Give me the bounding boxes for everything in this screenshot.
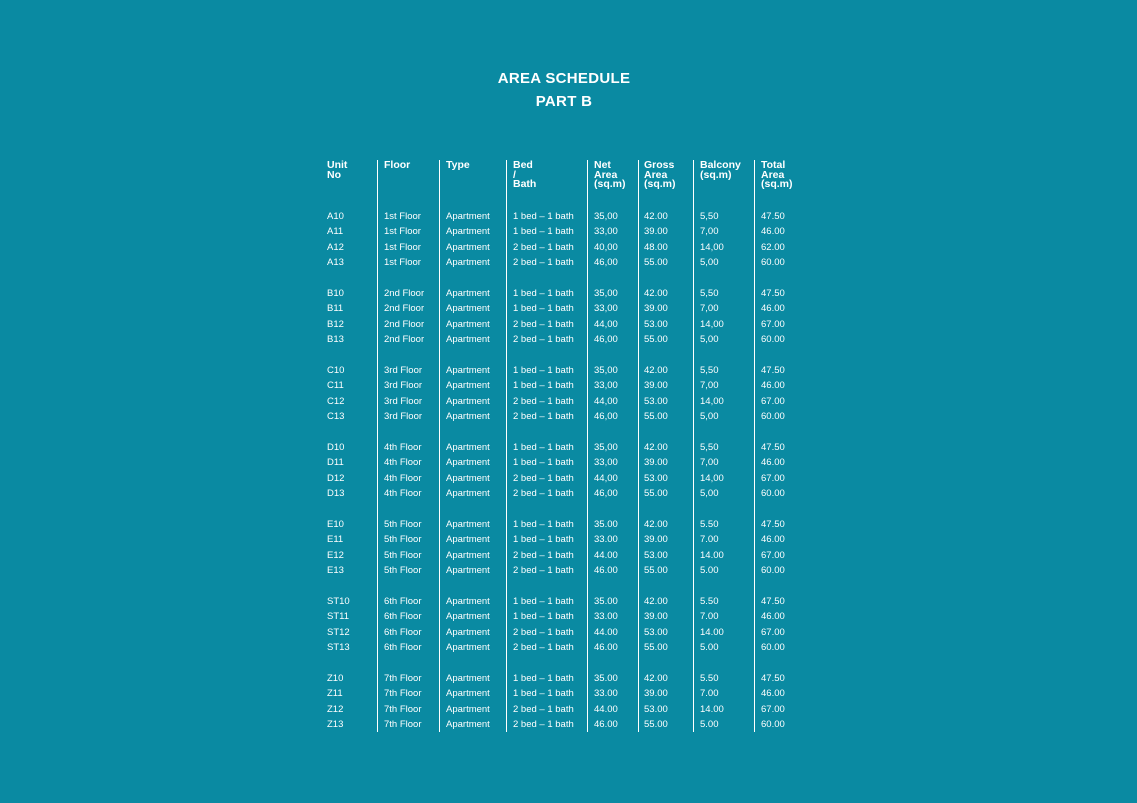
cell-total-area: 67.00 [761,626,785,638]
cell-type: Apartment [446,488,490,500]
cell-floor: 1st Floor [384,211,421,222]
cell-total-area: 60.00 [761,719,785,731]
header-type: Type [446,159,470,171]
cell-total-area: 60.00 [761,565,785,577]
cell-floor: 3rd Floor [384,411,423,423]
cell-floor: 1st Floor [384,257,421,269]
cell-gross-area: 53.00 [644,626,668,638]
cell-total-area: 47.50 [761,596,785,607]
cell-type: Apartment [446,241,490,253]
cell-type: Apartment [446,365,490,376]
cell-unit-no: ST10 [327,596,350,607]
cell-total-area: 60.00 [761,257,785,269]
cell-floor: 6th Floor [384,596,422,607]
cell-bed-bath: 1 bed – 1 bath [513,457,574,469]
cell-floor: 3rd Floor [384,365,423,376]
cell-unit-no: D13 [327,488,345,500]
cell-net-area: 46.00 [594,565,618,577]
cell-type: Apartment [446,411,490,423]
cell-net-area: 33,00 [594,380,618,392]
cell-gross-area: 42.00 [644,442,668,453]
cell-type: Apartment [446,257,490,269]
cell-gross-area: 53.00 [644,472,668,484]
cell-gross-area: 53.00 [644,549,668,561]
cell-balcony: 5.50 [700,596,719,607]
cell-unit-no: A10 [327,211,344,222]
cell-floor: 2nd Floor [384,334,425,346]
title-line-2: PART B [535,93,593,110]
cell-floor: 6th Floor [384,626,422,638]
cell-balcony: 14,00 [700,395,724,407]
cell-total-area: 67.00 [761,703,785,715]
cell-type: Apartment [446,549,490,561]
cell-unit-no: D11 [327,457,344,469]
cell-net-area: 33,00 [594,303,618,315]
cell-balcony: 7,00 [700,457,719,469]
cell-floor: 2nd Floor [384,303,425,315]
cell-unit-no: ST11 [327,611,350,623]
cell-net-area: 44.00 [594,549,618,561]
cell-floor: 5th Floor [384,549,422,561]
cell-type: Apartment [446,565,490,577]
column-divider [377,160,378,732]
cell-balcony: 5,50 [700,365,719,376]
cell-balcony: 5.00 [700,565,719,577]
cell-bed-bath: 1 bed – 1 bath [513,519,574,530]
cell-type: Apartment [446,226,490,238]
cell-floor: 1st Floor [384,226,421,238]
header-total-area: Total Area (sq.m) [761,159,793,190]
cell-gross-area: 55.00 [644,334,668,346]
cell-floor: 1st Floor [384,241,421,253]
cell-total-area: 46.00 [761,611,785,623]
cell-balcony: 14.00 [700,626,724,638]
cell-balcony: 5.00 [700,642,719,654]
cell-gross-area: 55.00 [644,565,668,577]
cell-total-area: 47.50 [761,211,785,222]
cell-balcony: 7.00 [700,534,719,546]
cell-balcony: 7.00 [700,611,719,623]
cell-net-area: 33,00 [594,226,618,238]
cell-net-area: 46.00 [594,642,618,654]
cell-floor: 7th Floor [384,688,422,700]
cell-floor: 5th Floor [384,519,422,530]
cell-gross-area: 55.00 [644,488,668,500]
header-balcony: Balcony (sq.m) [700,159,741,181]
cell-unit-no: C11 [327,380,344,392]
cell-balcony: 7,00 [700,226,719,238]
cell-total-area: 60.00 [761,334,785,346]
cell-unit-no: E11 [327,534,344,546]
cell-bed-bath: 2 bed – 1 bath [513,472,574,484]
column-divider [439,160,440,732]
cell-total-area: 46.00 [761,457,785,469]
cell-floor: 4th Floor [384,488,422,500]
cell-balcony: 5,50 [700,211,719,222]
cell-gross-area: 39.00 [644,303,668,315]
cell-type: Apartment [446,673,490,684]
column-divider [754,160,755,732]
cell-net-area: 46,00 [594,411,618,423]
cell-gross-area: 42.00 [644,288,668,299]
cell-balcony: 14,00 [700,472,724,484]
cell-balcony: 5,00 [700,411,719,423]
cell-type: Apartment [446,719,490,731]
cell-total-area: 47.50 [761,288,785,299]
cell-total-area: 67.00 [761,472,785,484]
cell-net-area: 35.00 [594,673,618,684]
cell-balcony: 5,50 [700,288,719,299]
cell-bed-bath: 2 bed – 1 bath [513,241,574,253]
cell-bed-bath: 1 bed – 1 bath [513,596,574,607]
column-divider [638,160,639,732]
cell-balcony: 5,00 [700,257,719,269]
cell-gross-area: 39.00 [644,380,668,392]
cell-type: Apartment [446,596,490,607]
cell-unit-no: B12 [327,318,344,330]
cell-net-area: 33.00 [594,688,618,700]
cell-type: Apartment [446,519,490,530]
cell-total-area: 46.00 [761,380,785,392]
cell-bed-bath: 2 bed – 1 bath [513,703,574,715]
cell-gross-area: 53.00 [644,703,668,715]
cell-net-area: 44,00 [594,318,618,330]
cell-unit-no: A13 [327,257,344,269]
cell-unit-no: ST13 [327,642,350,654]
cell-gross-area: 42.00 [644,519,668,530]
cell-gross-area: 39.00 [644,226,668,238]
cell-floor: 7th Floor [384,673,422,684]
cell-bed-bath: 1 bed – 1 bath [513,365,574,376]
cell-floor: 3rd Floor [384,380,423,392]
cell-gross-area: 48.00 [644,241,668,253]
cell-total-area: 67.00 [761,549,785,561]
cell-floor: 6th Floor [384,611,422,623]
cell-bed-bath: 2 bed – 1 bath [513,318,574,330]
cell-floor: 2nd Floor [384,288,425,299]
cell-unit-no: Z12 [327,703,344,715]
cell-unit-no: A12 [327,241,344,253]
header-gross-area: Gross Area (sq.m) [644,159,676,190]
cell-net-area: 35,00 [594,288,618,299]
cell-net-area: 35,00 [594,365,618,376]
cell-unit-no: E10 [327,519,344,530]
cell-floor: 5th Floor [384,534,422,546]
cell-type: Apartment [446,288,490,299]
cell-floor: 5th Floor [384,565,422,577]
cell-floor: 4th Floor [384,457,422,469]
cell-bed-bath: 2 bed – 1 bath [513,411,574,423]
cell-unit-no: C13 [327,411,345,423]
cell-bed-bath: 1 bed – 1 bath [513,673,574,684]
header-bed-bath: Bed / Bath [513,159,537,190]
cell-total-area: 62.00 [761,241,785,253]
cell-gross-area: 55.00 [644,257,668,269]
cell-gross-area: 39.00 [644,457,668,469]
cell-gross-area: 53.00 [644,318,668,330]
cell-type: Apartment [446,380,490,392]
cell-gross-area: 39.00 [644,611,668,623]
cell-unit-no: B13 [327,334,344,346]
cell-bed-bath: 1 bed – 1 bath [513,226,574,238]
cell-unit-no: B10 [327,288,344,299]
cell-type: Apartment [446,626,490,638]
cell-net-area: 46,00 [594,488,618,500]
cell-type: Apartment [446,688,490,700]
cell-total-area: 47.50 [761,365,785,376]
cell-balcony: 14.00 [700,549,724,561]
cell-total-area: 47.50 [761,442,785,453]
header-floor: Floor [384,159,411,171]
cell-bed-bath: 2 bed – 1 bath [513,642,574,654]
cell-total-area: 46.00 [761,534,785,546]
cell-unit-no: Z11 [327,688,343,700]
cell-type: Apartment [446,211,490,222]
cell-bed-bath: 2 bed – 1 bath [513,488,574,500]
cell-gross-area: 39.00 [644,534,668,546]
cell-bed-bath: 1 bed – 1 bath [513,288,574,299]
cell-balcony: 5.50 [700,519,719,530]
cell-total-area: 67.00 [761,318,785,330]
cell-bed-bath: 1 bed – 1 bath [513,611,574,623]
cell-total-area: 47.50 [761,519,785,530]
cell-bed-bath: 1 bed – 1 bath [513,211,574,222]
cell-bed-bath: 2 bed – 1 bath [513,565,574,577]
cell-total-area: 47.50 [761,673,785,684]
cell-unit-no: ST12 [327,626,350,638]
header-net-area: Net Area (sq.m) [594,159,626,190]
cell-type: Apartment [446,457,490,469]
cell-balcony: 5.00 [700,719,719,731]
cell-floor: 4th Floor [384,472,422,484]
cell-type: Apartment [446,334,490,346]
cell-bed-bath: 1 bed – 1 bath [513,380,574,392]
cell-bed-bath: 1 bed – 1 bath [513,688,574,700]
cell-unit-no: B11 [327,303,344,315]
cell-unit-no: E13 [327,565,344,577]
cell-unit-no: Z10 [327,673,344,684]
cell-total-area: 67.00 [761,395,785,407]
cell-net-area: 33.00 [594,534,618,546]
cell-type: Apartment [446,703,490,715]
cell-total-area: 60.00 [761,642,785,654]
cell-type: Apartment [446,318,490,330]
cell-net-area: 40,00 [594,241,618,253]
cell-gross-area: 42.00 [644,673,668,684]
cell-net-area: 35,00 [594,211,618,222]
cell-gross-area: 42.00 [644,211,668,222]
cell-bed-bath: 1 bed – 1 bath [513,442,574,453]
header-unit-no: Unit No [327,159,348,181]
cell-floor: 2nd Floor [384,318,425,330]
cell-unit-no: E12 [327,549,344,561]
cell-unit-no: D10 [327,442,345,453]
cell-bed-bath: 2 bed – 1 bath [513,719,574,731]
cell-type: Apartment [446,534,490,546]
cell-unit-no: D12 [327,472,345,484]
column-divider [587,160,588,732]
cell-balcony: 7,00 [700,380,719,392]
cell-net-area: 44.00 [594,626,618,638]
cell-floor: 6th Floor [384,642,422,654]
cell-unit-no: C12 [327,395,345,407]
cell-bed-bath: 2 bed – 1 bath [513,395,574,407]
cell-bed-bath: 2 bed – 1 bath [513,257,574,269]
cell-net-area: 46,00 [594,257,618,269]
cell-net-area: 35,00 [594,442,618,453]
cell-type: Apartment [446,303,490,315]
cell-net-area: 35.00 [594,519,618,530]
cell-net-area: 44,00 [594,395,618,407]
cell-bed-bath: 1 bed – 1 bath [513,303,574,315]
cell-net-area: 35.00 [594,596,618,607]
cell-net-area: 46,00 [594,334,618,346]
cell-floor: 7th Floor [384,703,422,715]
cell-total-area: 60.00 [761,488,785,500]
cell-balcony: 5.50 [700,673,719,684]
cell-balcony: 7,00 [700,303,719,315]
cell-balcony: 14.00 [700,703,724,715]
cell-total-area: 46.00 [761,303,785,315]
cell-gross-area: 39.00 [644,688,668,700]
cell-net-area: 44,00 [594,472,618,484]
cell-type: Apartment [446,642,490,654]
cell-type: Apartment [446,472,490,484]
cell-net-area: 33.00 [594,611,618,623]
cell-balcony: 7.00 [700,688,719,700]
cell-unit-no: Z13 [327,719,344,731]
column-divider [506,160,507,732]
cell-balcony: 14,00 [700,241,724,253]
cell-total-area: 46.00 [761,226,785,238]
cell-gross-area: 55.00 [644,642,668,654]
cell-balcony: 14,00 [700,318,724,330]
cell-net-area: 33,00 [594,457,618,469]
cell-unit-no: A11 [327,226,344,238]
cell-total-area: 46.00 [761,688,785,700]
cell-net-area: 46.00 [594,719,618,731]
cell-net-area: 44.00 [594,703,618,715]
cell-type: Apartment [446,442,490,453]
title-line-1: AREA SCHEDULE [497,70,631,87]
cell-type: Apartment [446,611,490,623]
cell-bed-bath: 1 bed – 1 bath [513,534,574,546]
cell-floor: 4th Floor [384,442,422,453]
cell-balcony: 5,00 [700,488,719,500]
cell-gross-area: 55.00 [644,411,668,423]
cell-gross-area: 42.00 [644,596,668,607]
cell-gross-area: 53.00 [644,395,668,407]
cell-unit-no: C10 [327,365,345,376]
cell-gross-area: 55.00 [644,719,668,731]
column-divider [693,160,694,732]
cell-gross-area: 42.00 [644,365,668,376]
cell-total-area: 60.00 [761,411,785,423]
cell-floor: 3rd Floor [384,395,423,407]
cell-bed-bath: 2 bed – 1 bath [513,549,574,561]
cell-bed-bath: 2 bed – 1 bath [513,626,574,638]
cell-bed-bath: 2 bed – 1 bath [513,334,574,346]
page-title [0,67,1128,113]
cell-floor: 7th Floor [384,719,422,731]
cell-balcony: 5,50 [700,442,719,453]
cell-type: Apartment [446,395,490,407]
cell-balcony: 5,00 [700,334,719,346]
